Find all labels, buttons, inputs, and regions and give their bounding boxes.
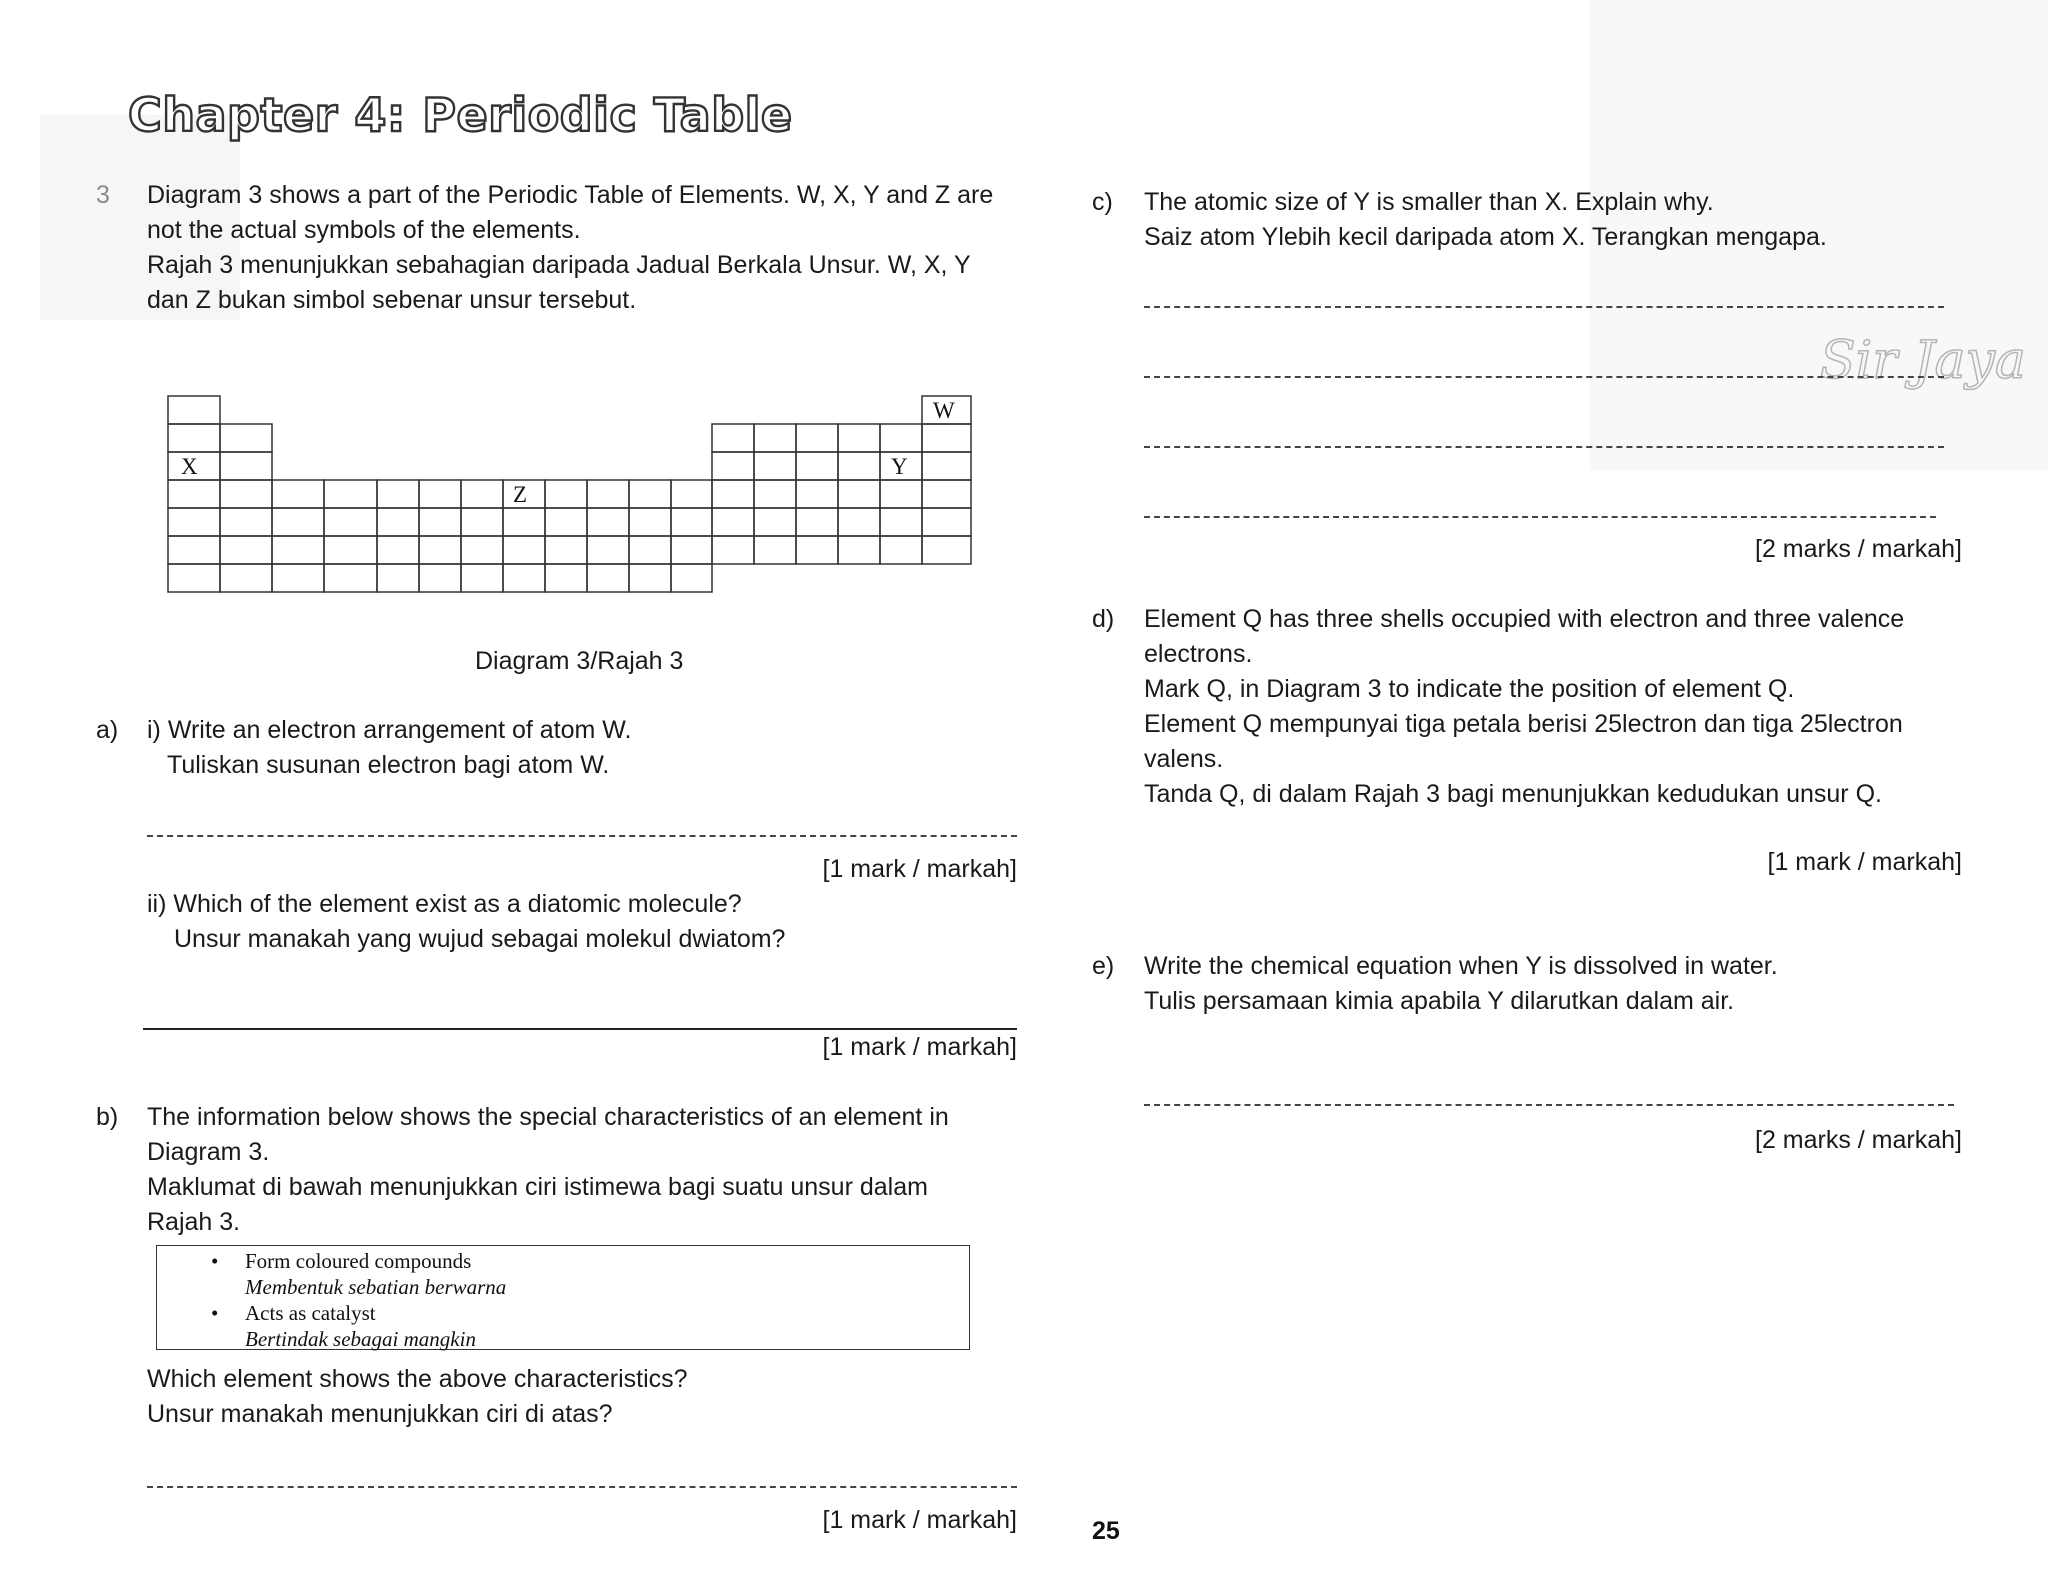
periodic-cell[interactable] (796, 508, 838, 536)
answer-line-e[interactable] (1144, 1104, 1954, 1106)
part-d-line-6: Tanda Q, di dalam Rajah 3 bagi menunjukkan kedudukan unsur Q. (1144, 780, 1882, 808)
periodic-cell[interactable] (671, 508, 712, 536)
answer-line-b[interactable] (147, 1486, 1017, 1488)
periodic-cell[interactable] (712, 424, 754, 452)
periodic-cell[interactable] (838, 480, 880, 508)
periodic-cell[interactable] (461, 536, 503, 564)
periodic-cell[interactable] (324, 564, 377, 592)
periodic-cell[interactable] (545, 536, 587, 564)
intro-line-4: dan Z bukan simbol sebenar unsur tersebut. (147, 286, 637, 314)
periodic-cell[interactable] (272, 480, 324, 508)
periodic-cell[interactable] (838, 452, 880, 480)
periodic-cell[interactable] (503, 564, 545, 592)
periodic-cell[interactable] (419, 480, 461, 508)
periodic-cell[interactable] (220, 508, 272, 536)
periodic-cell[interactable] (220, 424, 272, 452)
periodic-cell[interactable] (754, 424, 796, 452)
part-d-line-5: valens. (1144, 745, 1224, 773)
periodic-cell[interactable] (220, 536, 272, 564)
periodic-cell[interactable] (419, 508, 461, 536)
part-b-line-2: Diagram 3. (147, 1138, 270, 1166)
periodic-cell[interactable] (503, 536, 545, 564)
part-a-ii-line-1: ii) Which of the element exist as a diatomic molecule? (147, 890, 742, 918)
marks-a-ii: [1 mark / markah] (822, 1033, 1017, 1061)
periodic-cell[interactable] (671, 480, 712, 508)
part-d-line-4: Element Q mempunyai tiga petala berisi 25lectron dan tiga 25lectron (1144, 710, 1903, 738)
periodic-cell[interactable] (629, 536, 671, 564)
element-label-z[interactable]: Z (513, 482, 528, 507)
part-b-letter: b) (96, 1103, 119, 1131)
part-a-ii-line-2: Unsur manakah yang wujud sebagai molekul dwiatom? (174, 925, 786, 953)
periodic-cell[interactable] (324, 508, 377, 536)
periodic-cell[interactable] (220, 564, 272, 592)
periodic-cell[interactable] (587, 564, 629, 592)
periodic-cell[interactable] (922, 424, 971, 452)
periodic-cell[interactable] (754, 480, 796, 508)
periodic-cell[interactable] (272, 564, 324, 592)
answer-line-c-2[interactable] (1144, 376, 1944, 378)
periodic-cell[interactable] (587, 536, 629, 564)
periodic-cell[interactable] (671, 536, 712, 564)
part-e-letter: e) (1092, 952, 1115, 980)
periodic-cell[interactable] (880, 508, 922, 536)
periodic-cell[interactable] (545, 508, 587, 536)
periodic-cell[interactable] (629, 480, 671, 508)
periodic-cell[interactable] (587, 480, 629, 508)
periodic-cell[interactable] (922, 480, 971, 508)
marks-a-i: [1 mark / markah] (822, 855, 1017, 883)
characteristics-box (156, 1245, 970, 1350)
periodic-cell[interactable] (377, 564, 419, 592)
periodic-cell[interactable] (922, 536, 971, 564)
page-number: 25 (1092, 1517, 1120, 1545)
periodic-cell[interactable] (838, 508, 880, 536)
part-c-letter: c) (1092, 188, 1113, 216)
marks-d: [1 mark / markah] (1767, 848, 1962, 876)
chapter-title: Chapter 4: Periodic Table (128, 88, 793, 142)
element-label-w[interactable]: W (933, 398, 955, 423)
periodic-cell[interactable] (168, 424, 220, 452)
part-e-line-2: Tulis persamaan kimia apabila Y dilarutkan dalam air. (1144, 987, 1735, 1015)
periodic-cell[interactable] (168, 396, 220, 424)
intro-line-1: Diagram 3 shows a part of the Periodic Table of Elements. W, X, Y and Z are (147, 181, 994, 209)
part-d-letter: d) (1092, 605, 1115, 633)
periodic-cell[interactable] (324, 480, 377, 508)
element-label-x[interactable]: X (181, 454, 198, 479)
periodic-cell[interactable] (272, 536, 324, 564)
periodic-cell[interactable] (671, 564, 712, 592)
periodic-cell[interactable] (168, 508, 220, 536)
periodic-cell[interactable] (922, 508, 971, 536)
part-a-i-line-1: i) Write an electron arrangement of atom W. (147, 716, 632, 744)
periodic-cell[interactable] (168, 564, 220, 592)
part-d-line-3: Mark Q, in Diagram 3 to indicate the position of element Q. (1144, 675, 1795, 703)
periodic-cell[interactable] (461, 508, 503, 536)
periodic-cell[interactable] (168, 536, 220, 564)
answer-line-c-1[interactable] (1144, 306, 1944, 308)
intro-line-3: Rajah 3 menunjukkan sebahagian daripada Jadual Berkala Unsur. W, X, Y (147, 251, 971, 279)
periodic-cell[interactable] (754, 508, 796, 536)
part-b-line-4: Rajah 3. (147, 1208, 241, 1236)
periodic-cell[interactable] (712, 452, 754, 480)
characteristic-1-malay: Membentuk sebatian berwarna (245, 1275, 507, 1299)
periodic-cell[interactable] (838, 536, 880, 564)
periodic-cell[interactable] (796, 536, 838, 564)
periodic-cell[interactable] (880, 480, 922, 508)
part-b-question-1: Which element shows the above characteristics? (147, 1365, 688, 1393)
diagram-caption: Diagram 3/Rajah 3 (475, 647, 684, 675)
part-b-question-2: Unsur manakah menunjukkan ciri di atas? (147, 1400, 613, 1428)
part-c-line-2: Saiz atom Ylebih kecil daripada atom X. Terangkan mengapa. (1144, 223, 1827, 251)
characteristic-1: • Form coloured compounds (245, 1248, 969, 1274)
periodic-cell[interactable] (629, 564, 671, 592)
part-a-letter: a) (96, 716, 119, 744)
marks-b: [1 mark / markah] (822, 1506, 1017, 1534)
answer-line-a-i[interactable] (147, 835, 1017, 837)
periodic-cell[interactable] (796, 424, 838, 452)
part-b-line-3: Maklumat di bawah menunjukkan ciri istimewa bagi suatu unsur dalam (147, 1173, 928, 1201)
periodic-cell[interactable] (922, 452, 971, 480)
periodic-cell[interactable] (377, 536, 419, 564)
periodic-cell[interactable] (712, 480, 754, 508)
periodic-cell[interactable] (880, 536, 922, 564)
element-label-y[interactable]: Y (891, 454, 908, 479)
marks-c: [2 marks / markah] (1755, 535, 1962, 563)
periodic-cell[interactable] (272, 508, 324, 536)
answer-line-c-3[interactable] (1144, 446, 1944, 448)
part-c-line-1: The atomic size of Y is smaller than X. Explain why. (1144, 188, 1714, 216)
part-b-line-1: The information below shows the special characteristics of an element in (147, 1103, 949, 1131)
characteristic-2-malay: Bertindak sebagai mangkin (245, 1327, 476, 1351)
periodic-cell[interactable] (754, 452, 796, 480)
periodic-cell[interactable] (168, 480, 220, 508)
periodic-cell[interactable] (880, 424, 922, 452)
periodic-cell[interactable] (461, 564, 503, 592)
periodic-table-grid (168, 396, 971, 592)
periodic-cell[interactable] (712, 508, 754, 536)
periodic-cell[interactable] (220, 480, 272, 508)
periodic-cell[interactable] (545, 480, 587, 508)
periodic-cell[interactable] (629, 508, 671, 536)
characteristic-2: • Acts as catalyst (245, 1300, 969, 1326)
periodic-cell[interactable] (220, 452, 272, 480)
periodic-cell[interactable] (324, 536, 377, 564)
part-a-i-line-2: Tuliskan susunan electron bagi atom W. (167, 751, 610, 779)
periodic-cell[interactable] (838, 424, 880, 452)
part-e-line-1: Write the chemical equation when Y is dissolved in water. (1144, 952, 1778, 980)
signature-watermark: Sir Jaya (1820, 331, 2026, 391)
periodic-cell[interactable] (461, 480, 503, 508)
answer-line-c-4[interactable] (1144, 516, 1936, 518)
periodic-cell[interactable] (796, 480, 838, 508)
periodic-cell[interactable] (377, 508, 419, 536)
intro-line-2: not the actual symbols of the elements. (147, 216, 581, 244)
periodic-cell[interactable] (503, 508, 545, 536)
periodic-cell[interactable] (377, 480, 419, 508)
question-number: 3 (96, 181, 110, 209)
periodic-cell[interactable] (545, 564, 587, 592)
part-d-line-1: Element Q has three shells occupied with electron and three valence (1144, 605, 1905, 633)
periodic-cell[interactable] (419, 564, 461, 592)
periodic-cell[interactable] (754, 536, 796, 564)
periodic-cell[interactable] (419, 536, 461, 564)
periodic-cell[interactable] (712, 536, 754, 564)
periodic-cell[interactable] (587, 508, 629, 536)
marks-e: [2 marks / markah] (1755, 1126, 1962, 1154)
part-d-line-2: electrons. (1144, 640, 1253, 668)
periodic-cell[interactable] (796, 452, 838, 480)
